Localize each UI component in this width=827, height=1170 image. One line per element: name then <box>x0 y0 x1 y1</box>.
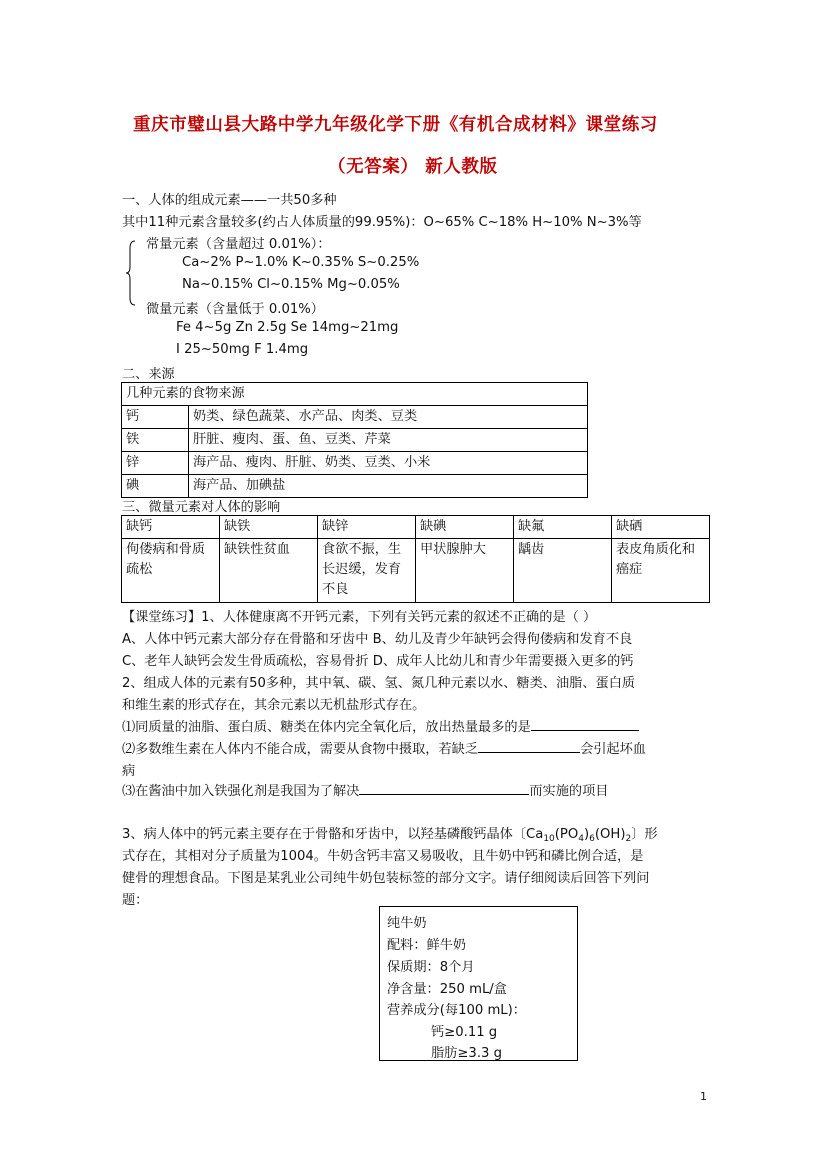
element-cell: 钙 <box>122 406 189 429</box>
answer-blank[interactable] <box>359 780 529 795</box>
deficiency-table <box>121 515 710 603</box>
table-row <box>122 406 588 429</box>
source-cell: 肝脏、瘦肉、蛋、鱼、豆类、芹菜 <box>189 429 588 452</box>
question-2-line1: 2、组成人体的元素有50多种，其中氧、碳、氢、氮几种元素以水、糖类、油脂、蛋白质 <box>122 676 636 691</box>
macro-elements-label: 常量元素（含量超过 0.01%）： <box>146 237 331 252</box>
curly-brace-icon <box>126 240 136 306</box>
deficiency-header: 缺钙 <box>122 516 220 539</box>
deficiency-header: 缺铁 <box>220 516 318 539</box>
deficiency-effect: 缺铁性贫血 <box>220 539 318 603</box>
answer-blank[interactable] <box>531 716 639 731</box>
milk-label-nutrition: 营养成分(每100 mL)： <box>387 1003 526 1018</box>
source-cell: 奶类、绿色蔬菜、水产品、肉类、豆类 <box>189 406 588 429</box>
question-2-line2: 和维生素的形式存在，其余元素以无机盐形式存在。 <box>122 698 426 713</box>
milk-label-calcium: 钙≥0.11 g <box>431 1025 498 1040</box>
deficiency-effect: 龋齿 <box>514 539 612 603</box>
table-row <box>122 452 588 475</box>
question-3-line4: 题： <box>122 893 149 908</box>
milk-label-shelf-life: 保质期：8个月 <box>387 960 475 975</box>
formula-subscript: 4 <box>578 834 584 844</box>
formula-part: 〕形 <box>631 827 658 842</box>
micro-elements-row1: Fe 4~5g Zn 2.5g Se 14mg~21mg <box>176 320 399 335</box>
page-title-line1: 重庆市璧山县大路中学九年级化学下册《有机合成材料》课堂练习 <box>133 115 658 135</box>
milk-label-fat: 脂肪≥3.3 g <box>431 1046 502 1061</box>
formula-subscript: 10 <box>543 834 555 844</box>
macro-elements-row2: Na~0.15% Cl~0.15% Mg~0.05% <box>182 277 400 292</box>
source-cell: 海产品、加碘盐 <box>189 475 588 498</box>
element-cell: 锌 <box>122 452 189 475</box>
table-header-row <box>122 516 710 539</box>
question-3-line2: 式存在，其相对分子质量为1004。牛奶含钙丰富又易吸收，且牛奶中钙和磷比例合适，是 <box>122 849 644 864</box>
table-row <box>122 429 588 452</box>
deficiency-header: 缺氟 <box>514 516 612 539</box>
question-2-part3-text: ⑶在酱油中加入铁强化剂是我国为了解决 <box>122 784 360 799</box>
formula-subscript: 2 <box>625 834 632 844</box>
food-source-table-header: 几种元素的食物来源 <box>122 383 588 406</box>
section1-intro: 其中11种元素含量较多(约占人体质量的99.95%)：O~65% C~18% H~10% N~3%等 <box>122 215 642 230</box>
deficiency-header: 缺硒 <box>612 516 710 539</box>
formula-part: (PO <box>554 827 579 842</box>
question-2-part2-tail: 会引起坏血 <box>580 742 646 757</box>
deficiency-effect: 食欲不振，生长迟缓，发育不良 <box>318 539 416 603</box>
page-title-line2: （无答案） 新人教版 <box>328 157 498 177</box>
question-1: 【课堂练习】1、人体健康离不开钙元素，下列有关钙元素的叙述不正确的是（ ） <box>122 610 597 625</box>
section2-heading: 二、来源 <box>122 367 175 382</box>
deficiency-effect: 甲状腺肿大 <box>416 539 514 603</box>
question-2-part3 <box>122 780 609 799</box>
macro-elements-row1: Ca~2% P~1.0% K~0.35% S~0.25% <box>182 255 420 270</box>
deficiency-header: 缺锌 <box>318 516 416 539</box>
micro-elements-row2: I 25~50mg F 1.4mg <box>176 342 309 357</box>
question-2-part3-tail: 而实施的项目 <box>529 784 609 799</box>
micro-elements-label: 微量元素（含量低于 0.01%） <box>146 302 324 317</box>
milk-label-box <box>379 906 578 1061</box>
question-1-options-cd: C、老年人缺钙会发生骨质疏松，容易骨折 D、成年人比幼儿和青少年需要摄入更多的钙 <box>122 654 634 669</box>
source-cell: 海产品、瘦肉、肝脏、奶类、豆类、小米 <box>189 452 588 475</box>
deficiency-header: 缺碘 <box>416 516 514 539</box>
question-3-line3: 健骨的理想食品。下图是某乳业公司纯牛奶包装标签的部分文字。请仔细阅读后回答下列问 <box>122 871 650 886</box>
question-2-part2-end: 病 <box>122 764 136 779</box>
table-row <box>122 475 588 498</box>
milk-label-net-content: 净含量：250 mL/盒 <box>387 982 507 997</box>
milk-label-name: 纯牛奶 <box>387 916 427 931</box>
formula-part: (OH) <box>594 827 626 842</box>
question-3-text: 3、病人体中的钙元素主要存在于骨骼和牙齿中，以羟基磷酸钙晶体〔Ca <box>122 827 544 842</box>
food-source-table <box>121 382 588 498</box>
formula-part: ) <box>583 827 590 842</box>
section1-heading: 一、人体的组成元素——一共50多种 <box>122 193 337 208</box>
question-2-part1 <box>122 716 639 735</box>
deficiency-effect: 表皮角质化和癌症 <box>612 539 710 603</box>
table-row <box>122 539 710 603</box>
question-2-part2-text: ⑵多数维生素在人体内不能合成，需要从食物中摄取，若缺乏 <box>122 742 479 757</box>
question-3-line1 <box>122 823 658 844</box>
section3-heading: 三、微量元素对人体的影响 <box>122 500 281 515</box>
deficiency-effect: 佝偻病和骨质疏松 <box>122 539 220 603</box>
formula-subscript: 6 <box>589 834 595 844</box>
question-2-part1-text: ⑴同质量的油脂、蛋白质、糖类在体内完全氧化后，放出热量最多的是 <box>122 720 531 735</box>
answer-blank[interactable] <box>478 738 580 753</box>
milk-label-ingredients: 配料：鲜牛奶 <box>387 938 467 953</box>
element-cell: 碘 <box>122 475 189 498</box>
element-cell: 铁 <box>122 429 189 452</box>
question-2-part2 <box>122 738 646 757</box>
page-number: 1 <box>700 1090 707 1103</box>
question-1-options-ab: A、人体中钙元素大部分存在骨骼和牙齿中 B、幼儿及青少年缺钙会得佝偻病和发育不良 <box>122 632 633 647</box>
